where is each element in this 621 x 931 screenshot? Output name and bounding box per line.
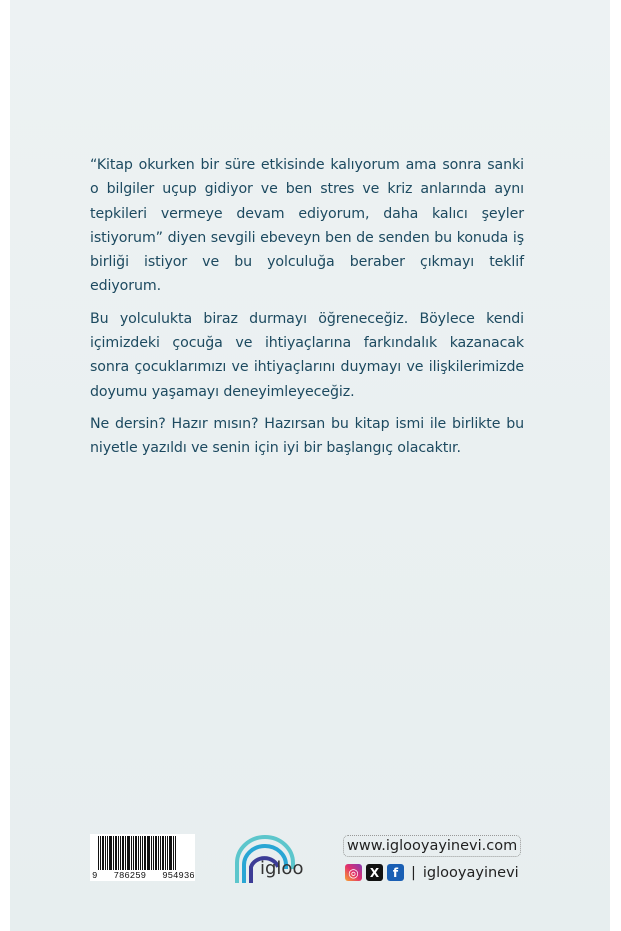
barcode-bars (98, 836, 190, 870)
barcode-bar (169, 836, 172, 870)
paragraph-2: Bu yolculukta biraz durmayı öğreneceğiz. Böylece kendi içimizdeki çocuğa ve ihtiyaçlarına farkındalık kazanacak sonra çocuklarımızı ve ihtiyaçlarını duymayı ve ilişkilerimizde doyumu yaşamayı deneyimleyeceğiz. (90, 310, 524, 400)
barcode-bar (131, 836, 132, 870)
barcode-bar (140, 836, 141, 870)
barcode-bar (135, 836, 137, 870)
barcode-bar (153, 836, 154, 870)
x-icon[interactable]: X (366, 864, 383, 881)
social-row (345, 864, 519, 881)
blurb (90, 153, 524, 469)
barcode-bar (109, 836, 112, 870)
barcode-bar (151, 836, 152, 870)
barcode-bar (127, 836, 130, 870)
barcode-bar (144, 836, 146, 870)
barcode-bar (98, 836, 99, 870)
instagram-icon[interactable]: ◎ (345, 864, 362, 881)
barcode-bar (167, 836, 168, 870)
barcode-bar (147, 836, 150, 870)
isbn-barcode (90, 834, 195, 881)
facebook-icon[interactable]: f (387, 864, 404, 881)
paragraph-1: “Kitap okurken bir süre etkisinde kalıyorum ama sonra sanki o bilgiler uçup gidiyor ve ben stres ve kriz anlarında aynı tepkileri vermeye devam ediyorum, daha kalıcı şeyler istiyorum” diyen sevgili ebeveyn ben de senden bu konuda iş birliği istiyor ve bu yolculuğa beraber çıkmayı teklif ediyorum. (90, 157, 524, 295)
separator: | (411, 864, 416, 881)
barcode-bar (107, 836, 108, 870)
barcode-bar (165, 836, 166, 870)
barcode-bar (133, 836, 134, 870)
barcode-bar (120, 836, 121, 870)
barcode-bar (102, 836, 104, 870)
barcode-bar (175, 836, 176, 870)
barcode-bar (125, 836, 126, 870)
barcode-bar (173, 836, 174, 870)
barcode-bar (142, 836, 143, 870)
barcode-bar (115, 836, 117, 870)
website-link[interactable]: www.iglooyayinevi.com (343, 835, 521, 857)
barcode-bar (118, 836, 119, 870)
barcode-bar (100, 836, 101, 870)
logo-text: igloo (260, 858, 304, 879)
barcode-bar (105, 836, 106, 870)
barcode-bar (158, 836, 159, 870)
barcode-bar (155, 836, 157, 870)
barcode-bar (138, 836, 139, 870)
isbn-number: 9 786259 954936 (92, 871, 195, 881)
barcode-bar (113, 836, 114, 870)
barcode-bar (122, 836, 124, 870)
paragraph-3: Ne dersin? Hazır mısın? Hazırsan bu kitap ismi ile birlikte bu niyetle yazıldı ve senin için iyi bir başlangıç olacaktır. (90, 415, 524, 457)
social-handle: iglooyayinevi (422, 864, 519, 881)
barcode-bar (162, 836, 164, 870)
barcode-bar (160, 836, 161, 870)
